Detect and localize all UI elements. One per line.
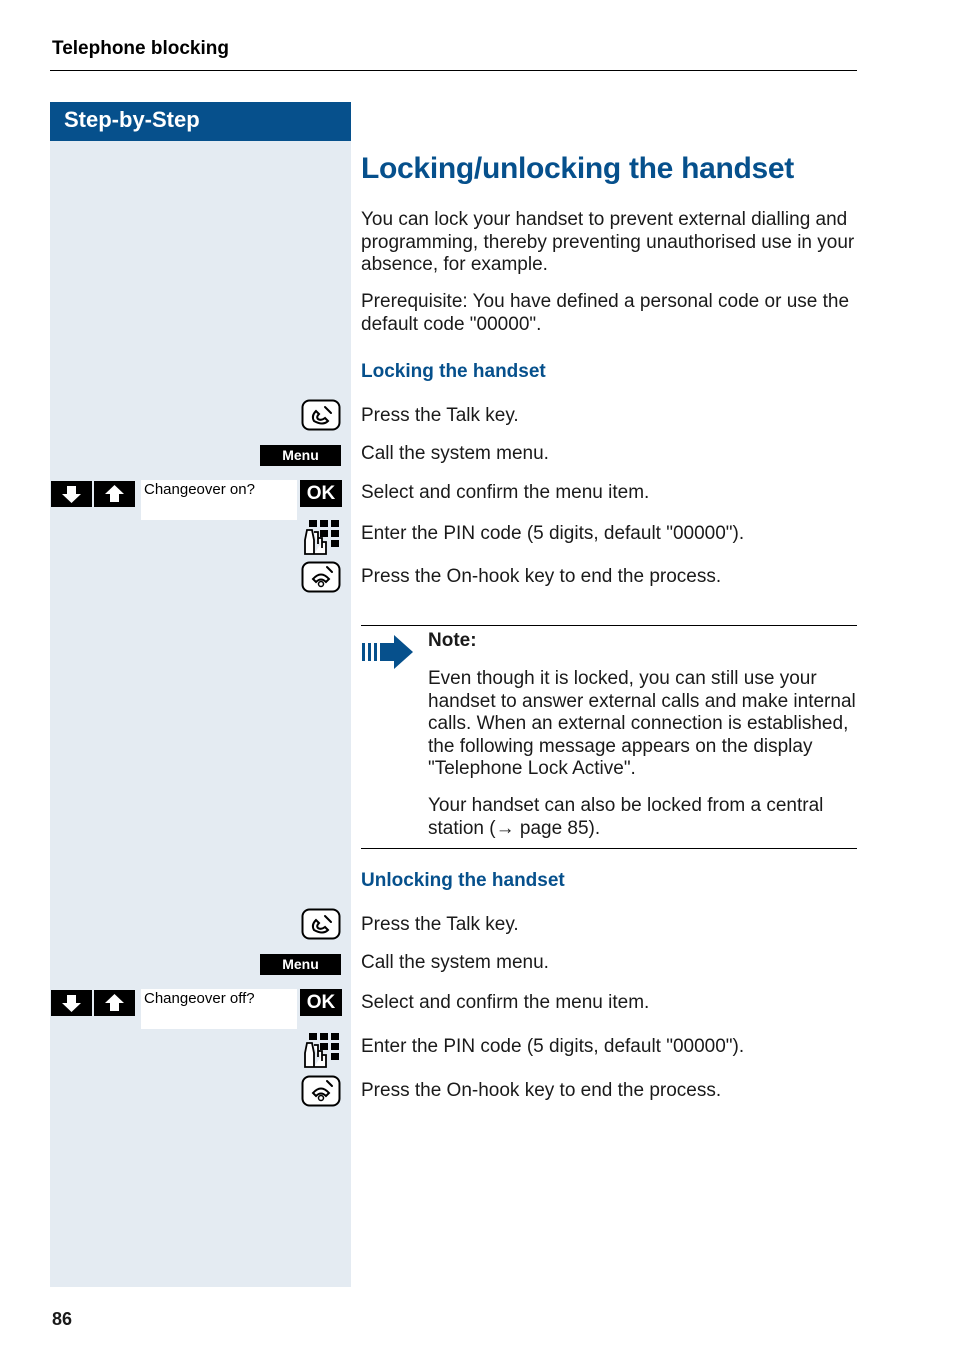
menu-item-display — [141, 480, 297, 520]
onhook-key-icon — [301, 1075, 341, 1107]
down-arrow-icon — [51, 481, 92, 507]
note-arrow-icon — [362, 634, 414, 670]
onhook-key-icon — [301, 561, 341, 593]
keypad-icon — [303, 1031, 341, 1069]
unlocking-heading: Unlocking the handset — [361, 870, 565, 891]
locking-step-menu: Call the system menu. — [361, 443, 549, 464]
down-arrow-icon — [51, 990, 92, 1016]
locking-step-pin: Enter the PIN code (5 digits, default "00000"). — [361, 523, 745, 544]
ok-key: OK — [300, 480, 342, 507]
menu-item-label: Changeover on? — [144, 481, 255, 498]
page-ref-arrow-icon: → — [495, 817, 515, 839]
unlocking-step-onhook: Press the On-hook key to end the process. — [361, 1080, 722, 1101]
note-label: Note: — [428, 630, 477, 651]
header-title: Telephone blocking — [52, 38, 229, 59]
menu-item-label: Changeover off? — [144, 990, 255, 1007]
header-rule — [50, 70, 857, 71]
keypad-icon — [303, 518, 341, 556]
sidebar-heading-bar — [50, 102, 351, 141]
note-bottom-rule — [361, 848, 857, 849]
unlocking-step-menu: Call the system menu. — [361, 952, 549, 973]
up-arrow-icon — [94, 990, 135, 1016]
intro-paragraph: You can lock your handset to prevent external dialling and programming, thereby preventing unauthorised use in your absence, for example. — [361, 209, 855, 275]
sidebar-heading: Step-by-Step — [64, 107, 200, 132]
menu-key: Menu — [260, 445, 341, 466]
up-arrow-icon — [94, 481, 135, 507]
menu-item-display — [141, 989, 297, 1029]
menu-key: Menu — [260, 954, 341, 975]
unlocking-step-talk: Press the Talk key. — [361, 914, 519, 935]
note-text: Even though it is locked, you can still use your handset to answer external calls and make internal calls. When an external connection is established, the following message appears on the display "Telephone Lock Active". — [428, 668, 856, 779]
talk-key-icon — [301, 399, 341, 431]
prerequisite-paragraph: Prerequisite: You have defined a personal code or use the default code "00000". — [361, 291, 850, 335]
unlocking-step-select: Select and confirm the menu item. — [361, 992, 650, 1013]
note-top-rule — [361, 625, 857, 626]
page-title: Locking/unlocking the handset — [361, 152, 794, 185]
ok-key: OK — [300, 989, 342, 1016]
unlocking-step-pin: Enter the PIN code (5 digits, default "00000"). — [361, 1036, 745, 1057]
note-central-prefix: Your handset can also be locked from a central station ( — [428, 795, 824, 839]
locking-step-talk: Press the Talk key. — [361, 405, 519, 426]
talk-key-icon — [301, 908, 341, 940]
locking-step-onhook: Press the On-hook key to end the process. — [361, 566, 722, 587]
locking-step-select: Select and confirm the menu item. — [361, 482, 650, 503]
note-text-central — [428, 795, 860, 840]
page-number: 86 — [52, 1309, 73, 1329]
step-by-step-sidebar — [50, 102, 351, 1287]
note-page-reference[interactable]: page 85). — [514, 817, 601, 839]
locking-heading: Locking the handset — [361, 361, 546, 382]
